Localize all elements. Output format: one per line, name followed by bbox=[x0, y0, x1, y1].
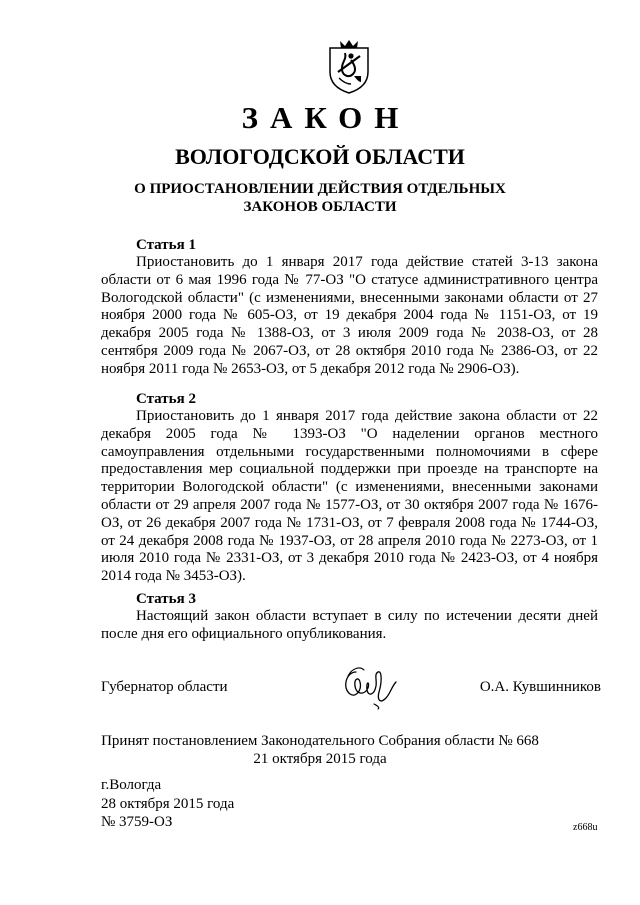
article-text: Приостановить до 1 января 2017 года действие закона области от 22 декабря 2005 года № 1393-ОЗ "О наделении органов местного самоуправления отдельными государственными полномочиями в сфере предоставления мер социальной поддержки при проезде на транспорте на территории Вологодской области" (с изменениями, внесенными законами области от 29 апреля 2007 года № 1577-ОЗ, от 30 октября 2007 года № 1676-ОЗ, от 26 декабря 2007 года № 1731-ОЗ, от 7 февраля 2008 года № 1744-ОЗ, от 24 декабря 2008 года № 1937-ОЗ, от 28 апреля 2010 года № 2273-ОЗ, от 1 июля 2010 года № 2331-ОЗ, от 3 декабря 2010 года № 2423-ОЗ, от 4 ноября 2014 года № 3453-ОЗ). bbox=[101, 408, 598, 585]
article-2 bbox=[101, 390, 598, 586]
article-text: Настоящий закон области вступает в силу по истечении десяти дней после дня его официального опубликования. bbox=[101, 608, 598, 642]
coat-of-arms-icon bbox=[327, 38, 371, 94]
subtitle-line-2: ЗАКОНОВ ОБЛАСТИ bbox=[243, 199, 397, 215]
handwritten-signature bbox=[334, 660, 400, 710]
article-3 bbox=[101, 590, 598, 644]
article-heading: Статья 1 bbox=[136, 237, 196, 253]
meta-date: 28 октября 2015 года bbox=[101, 795, 235, 812]
document-heading: ЗАКОН bbox=[241, 100, 411, 135]
subtitle-line-1: О ПРИОСТАНОВЛЕНИИ ДЕЙСТВИЯ ОТДЕЛЬНЫХ bbox=[134, 181, 506, 197]
article-1 bbox=[101, 236, 598, 379]
article-heading: Статья 2 bbox=[136, 391, 196, 407]
adoption-note: Принят постановлением Законодательного Собрания области № 668 bbox=[101, 733, 539, 749]
document-meta bbox=[101, 776, 234, 832]
article-text: Приостановить до 1 января 2017 года действие статей 3-13 закона области от 6 мая 1996 года № 77-ОЗ "О статусе административного центра Вологодской области" (с изменениями, внесенными законами области от 27 ноября 2000 года № 605-ОЗ, от 19 декабря 2004 года № 1151-ОЗ, от 19 декабря 2005 года № 1388-ОЗ, от 3 июля 2009 года № 2038-ОЗ, от 28 сентября 2009 года № 2067-ОЗ, от 28 октября 2010 года № 2386-ОЗ, от 22 ноября 2011 года № 2653-ОЗ, от 5 декабря 2012 года № 2906-ОЗ). bbox=[101, 254, 598, 377]
signatory-position: Губернатор области bbox=[101, 679, 228, 695]
meta-number: № 3759-ОЗ bbox=[101, 814, 173, 830]
document-region: ВОЛОГОДСКОЙ ОБЛАСТИ bbox=[175, 144, 465, 169]
article-heading: Статья 3 bbox=[136, 591, 196, 607]
document-subtitle bbox=[0, 180, 640, 216]
signatory-name: О.А. Кувшинников bbox=[479, 679, 601, 695]
adoption-date: 21 октября 2015 года bbox=[253, 751, 387, 767]
meta-city: г.Вологда bbox=[101, 777, 162, 793]
document-code: z668u bbox=[573, 822, 598, 833]
